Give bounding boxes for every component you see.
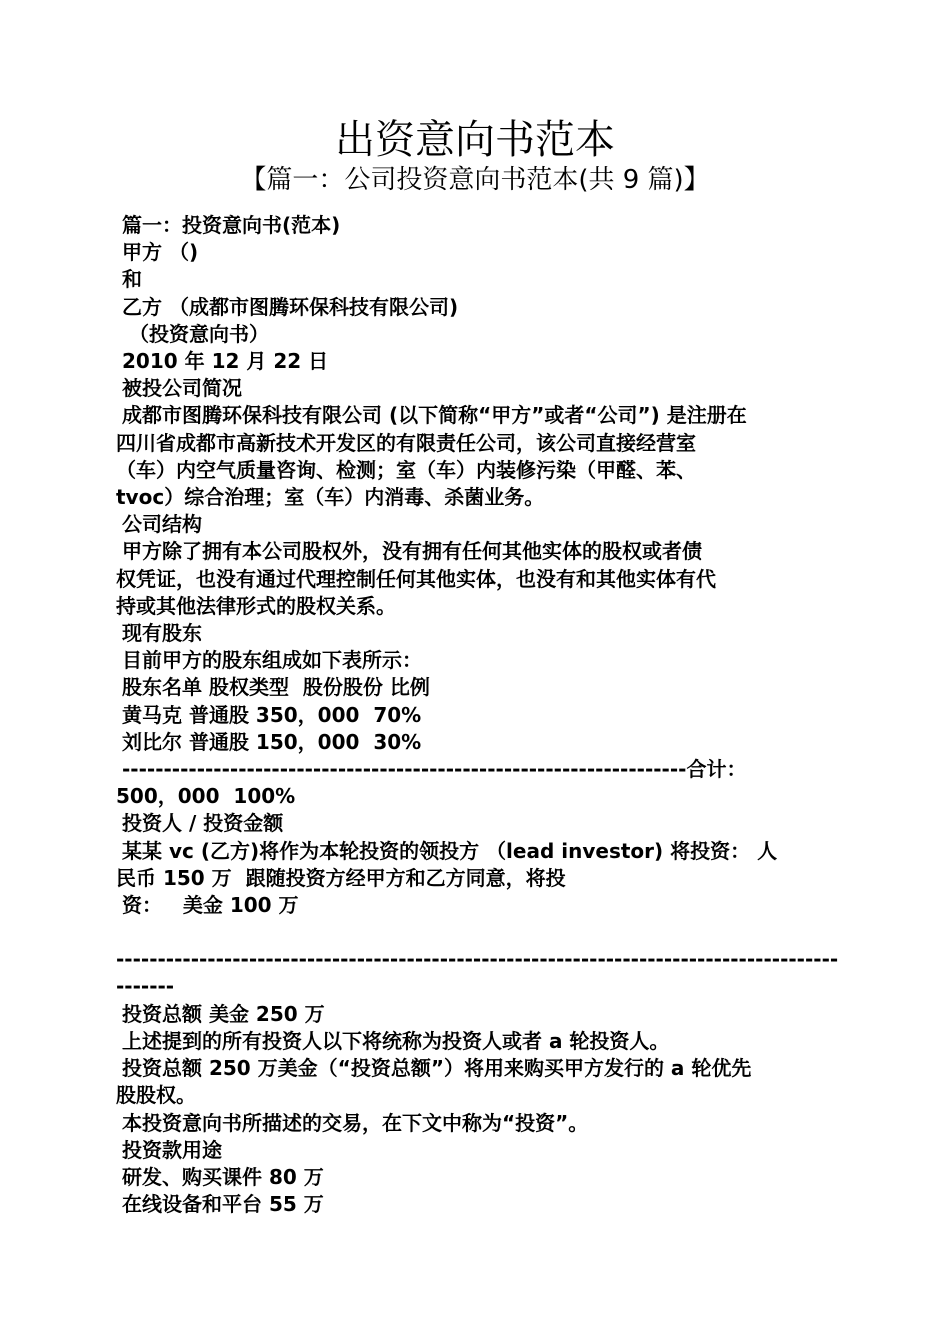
- document-title: 出资意向书范本: [335, 117, 615, 163]
- company-overview-heading: 被投公司简况: [122, 376, 242, 401]
- shareholders-table-header: 股东名单 股权类型 股份股份 比例: [122, 675, 430, 700]
- company-structure-text: 甲方除了拥有本公司股权外，没有拥有任何其他实体的股权或者债: [122, 539, 702, 564]
- investor-text: 某某 vc (乙方)将作为本轮投资的领投方 （lead investor) 将投资： 人: [122, 838, 778, 863]
- date-line: 2010 年 12 月 22 日: [122, 349, 329, 374]
- blank-line: [116, 919, 840, 946]
- separator-line: ---------------------------------------------------------------------------------------: [116, 947, 839, 972]
- party-b-line: 乙方 （成都市图腾环保科技有限公司): [122, 294, 459, 319]
- total-value-line: 500，000 100%: [116, 784, 296, 809]
- company-overview-text: 成都市图腾环保科技有限公司 (以下简称“甲方”或者“公司”) 是注册在: [122, 403, 747, 428]
- company-overview-text: tvoc）综合治理；室（车）内消毒、杀菌业务。: [116, 485, 545, 510]
- section-heading: 篇一：投资意向书(范本): [122, 213, 341, 237]
- and-line: 和: [122, 267, 142, 292]
- document-body: [116, 212, 840, 1218]
- document-subtitle: 【篇一：公司投资意向书范本(共 9 篇)】: [240, 165, 710, 195]
- total-investment-line: 投资总额 美金 250 万: [122, 1001, 325, 1026]
- party-a-line: 甲方 （): [122, 240, 199, 265]
- use-of-funds-item: 研发、购买课件 80 万: [122, 1164, 324, 1189]
- use-of-funds-item: 在线设备和平台 55 万: [122, 1192, 324, 1217]
- investor-heading: 投资人 / 投资金额: [122, 811, 284, 836]
- investor-text: 资： 美金 100 万: [122, 893, 299, 918]
- investment-purpose-text: 投资总额 250 万美金（“投资总额”）将用来购买甲方发行的 a 轮优先: [122, 1056, 752, 1081]
- investors-definition: 上述提到的所有投资人以下将统称为投资人或者 a 轮投资人。: [122, 1028, 670, 1053]
- company-structure-text: 持或其他法律形式的股权关系。: [116, 593, 396, 618]
- shareholders-intro: 目前甲方的股东组成如下表所示：: [122, 648, 422, 673]
- investment-purpose-text: 股股权。: [116, 1083, 196, 1108]
- separator-line: -------: [116, 974, 175, 999]
- company-overview-text: 四川省成都市高新技术开发区的有限责任公司，该公司直接经营室: [116, 430, 696, 455]
- shareholder-row: 刘比尔 普通股 150，000 30%: [122, 729, 422, 754]
- doc-type-line: （投资意向书）: [122, 321, 269, 346]
- total-separator-line: --------------------------------------------------------------------合计：: [122, 757, 747, 782]
- company-structure-text: 权凭证，也没有通过代理控制任何其他实体，也没有和其他实体有代: [116, 566, 716, 591]
- use-of-funds-heading: 投资款用途: [122, 1137, 222, 1162]
- company-structure-heading: 公司结构: [122, 512, 202, 537]
- transaction-definition: 本投资意向书所描述的交易，在下文中称为“投资”。: [122, 1110, 589, 1135]
- shareholders-heading: 现有股东: [122, 621, 202, 646]
- investor-text: 民币 150 万 跟随投资方经甲方和乙方同意，将投: [116, 865, 566, 890]
- company-overview-text: （车）内空气质量咨询、检测；室（车）内装修污染（甲醛、苯、: [116, 457, 696, 482]
- shareholder-row: 黄马克 普通股 350，000 70%: [122, 702, 422, 727]
